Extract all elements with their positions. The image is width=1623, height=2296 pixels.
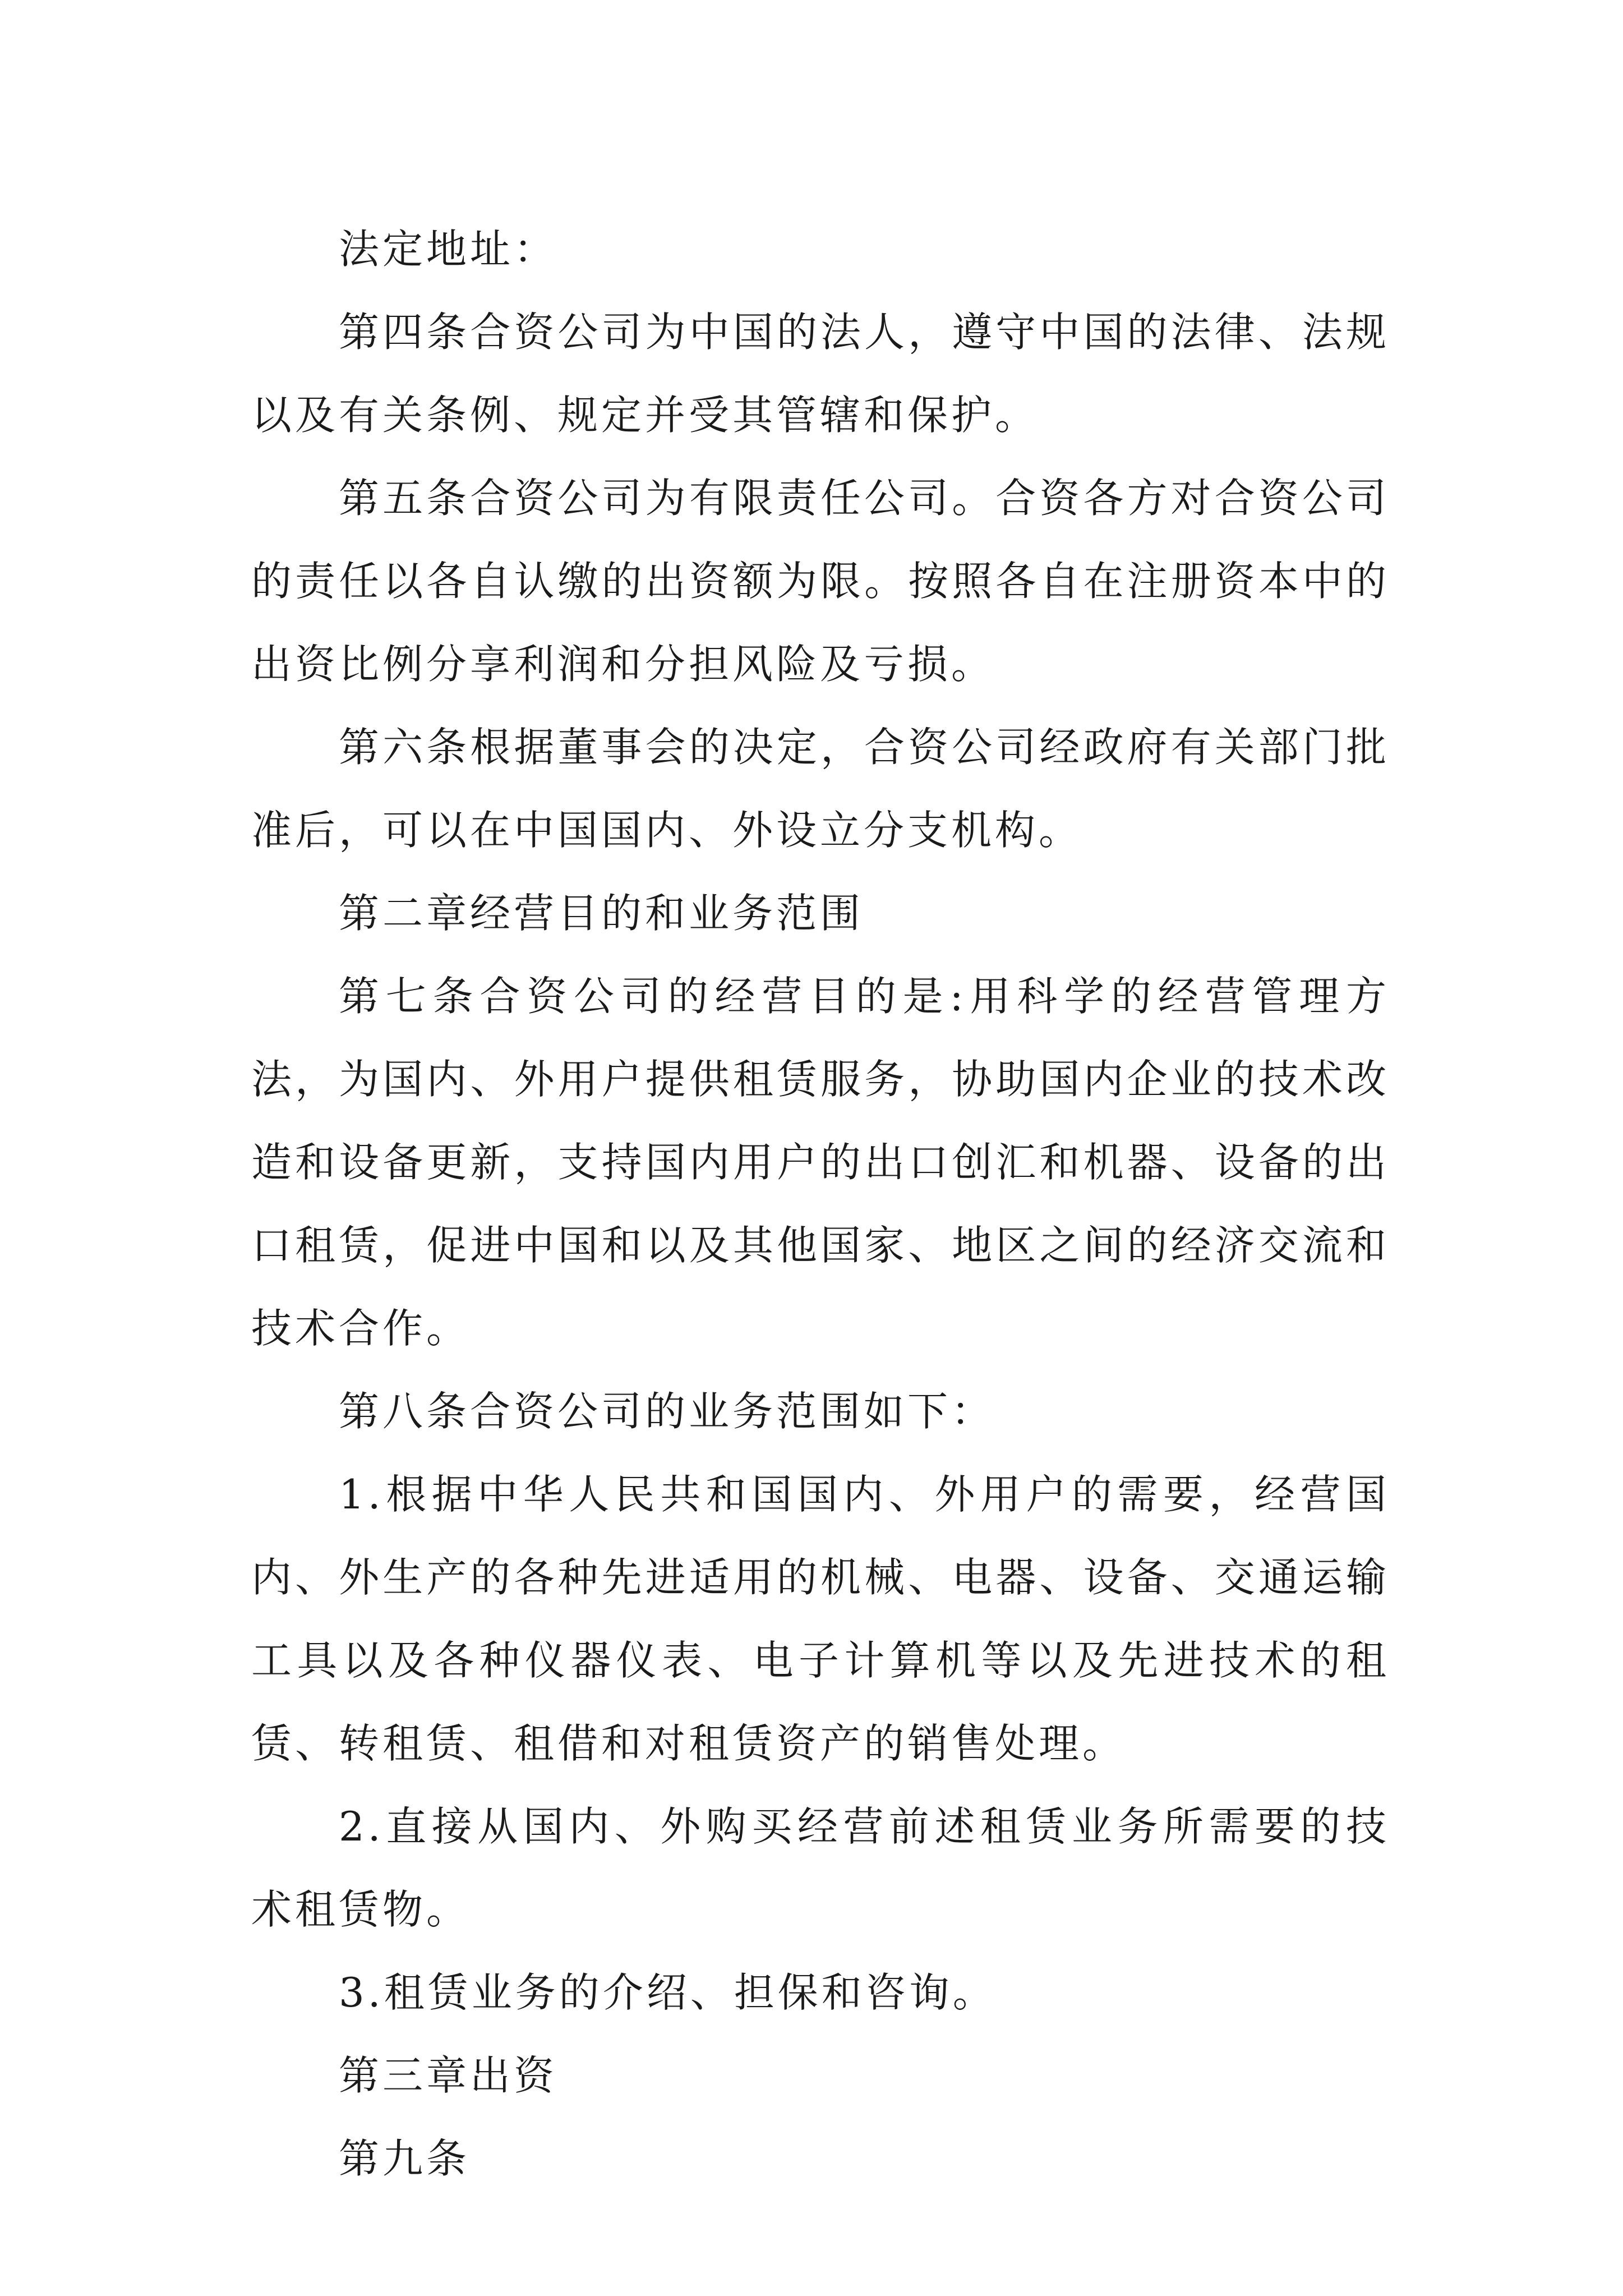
list-item-1: 1.根据中华人民共和国国内、外用户的需要，经营国内、外生产的各种先进适用的机械、电器、设备、交通运输工具以及各种仪器仪表、电子计算机等以及先进技术的租赁、转租赁、租借和对租赁资产的销售处理。 (251, 1471, 1390, 1767)
paragraph-legal-address: 法定地址： (339, 226, 558, 273)
chapter-3-heading: 第三章出资 (339, 2052, 558, 2099)
paragraph-article-9: 第九条 (339, 2135, 471, 2182)
paragraph-article-6: 第六条根据董事会的决定，合资公司经政府有关部门批准后，可以在中国国内、外设立分支机构。 (251, 724, 1390, 854)
list-item-2: 2.直接从国内、外购买经营前述租赁业务所需要的技术租赁物。 (251, 1803, 1390, 1933)
paragraph-article-4: 第四条合资公司为中国的法人，遵守中国的法律、法规以及有关条例、规定并受其管辖和保护。 (251, 309, 1390, 439)
document-body (251, 208, 1390, 2200)
list-item-3: 3.租赁业务的介绍、担保和咨询。 (339, 1969, 997, 2016)
paragraph-article-5: 第五条合资公司为有限责任公司。合资各方对合资公司的责任以各自认缴的出资额为限。按照各自在注册资本中的出资比例分享利润和分担风险及亏损。 (251, 475, 1390, 688)
paragraph-article-7: 第七条合资公司的经营目的是:用科学的经营管理方法，为国内、外用户提供租赁服务，协助国内企业的技术改造和设备更新，支持国内用户的出口创汇和机器、设备的出口租赁，促进中国和以及其他国家、地区之间的经济交流和技术合作。 (251, 973, 1390, 1352)
paragraph-article-8: 第八条合资公司的业务范围如下： (339, 1388, 995, 1435)
chapter-2-heading: 第二章经营目的和业务范围 (339, 890, 864, 937)
